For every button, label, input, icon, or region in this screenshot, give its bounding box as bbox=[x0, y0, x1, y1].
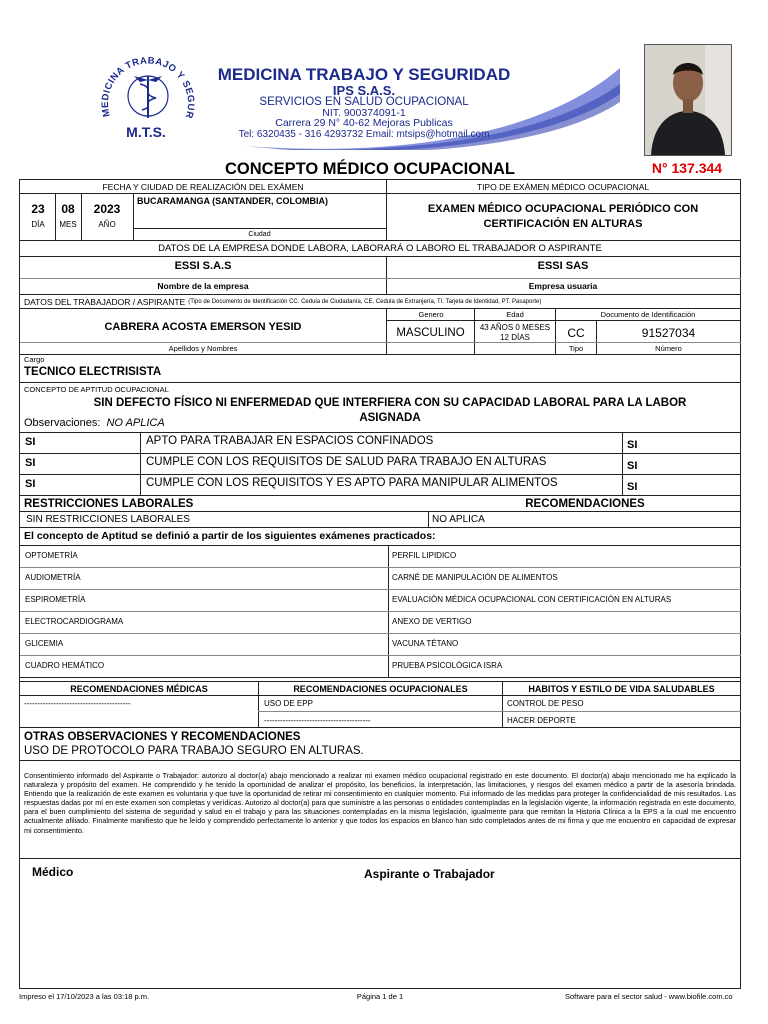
cargo-label: Cargo bbox=[24, 355, 45, 364]
medical-recs-header: RECOMENDACIONES MÉDICAS bbox=[70, 683, 208, 694]
other-obs-value: USO DE PROTOCOLO PARA TRABAJO SEGURO EN ALTURAS. bbox=[24, 745, 364, 757]
company-section-header: DATOS DE LA EMPRESA DONDE LABORA, LABORARÁ O LABORO EL TRABAJADOR O ASPIRANTE bbox=[158, 243, 602, 254]
aptitude-row-3-left: SI bbox=[25, 478, 36, 490]
company-name-label: Nombre de la empresa bbox=[157, 281, 249, 291]
exam-type: EXAMEN MÉDICO OCUPACIONAL PERIÓDICO CON CERTIFICACIÓN EN ALTURAS bbox=[427, 203, 699, 230]
aptitude-row-1-text: APTO PARA TRABAJAR EN ESPACIOS CONFINADOS bbox=[146, 435, 434, 447]
exams-header: El concepto de Aptitud se definió a partir de los siguientes exámenes practicados: bbox=[24, 530, 436, 542]
habit-1: CONTROL DE PESO bbox=[507, 698, 584, 708]
aptitude-concept: SIN DEFECTO FÍSICO NI ENFERMEDAD QUE INTERFIERA CON SU CAPACIDAD LABORAL PARA LA LABOR ASIGNADA bbox=[93, 397, 687, 424]
exam-left-3: ESPIROMETRÍA bbox=[25, 594, 86, 604]
doctor-signature-label: Médico bbox=[32, 865, 74, 879]
age-label: Edad bbox=[506, 310, 524, 319]
aptitude-row-3-right: SI bbox=[627, 481, 638, 493]
habits-header: HABITOS Y ESTILO DE VIDA SALUDABLES bbox=[528, 683, 715, 694]
exam-city-label: Ciudad bbox=[248, 231, 271, 238]
exam-right-6: PRUEBA PSICOLÓGICA ISRA bbox=[392, 660, 503, 670]
medical-recs-value: ---------------------------------------- bbox=[24, 698, 131, 708]
company-address: Carrera 29 N° 40-62 Mejoras Publicas bbox=[275, 117, 453, 129]
gender-label: Genero bbox=[418, 310, 444, 319]
footer-page: Página 1 de 1 bbox=[356, 991, 404, 1001]
exam-left-6: CUADRO HEMÁTICO bbox=[25, 660, 105, 670]
aptitude-row-3-text: CUMPLE CON LOS REQUISITOS Y ES APTO PARA MANIPULAR ALIMENTOS bbox=[146, 477, 558, 489]
company-ips: IPS S.A.S. bbox=[332, 82, 396, 98]
worker-section-header bbox=[24, 295, 740, 308]
company-user-label: Empresa usuaria bbox=[528, 281, 598, 291]
aptitude-row-1-left: SI bbox=[25, 436, 36, 448]
exam-left-4: ELECTROCARDIOGRAMA bbox=[25, 616, 124, 626]
aptitude-row-2-left: SI bbox=[25, 457, 36, 469]
exam-city: BUCARAMANGA (SANTANDER, COLOMBIA) bbox=[137, 196, 328, 206]
observations bbox=[24, 416, 324, 430]
aptitude-label: CONCEPTO DE APTITUD OCUPACIONAL bbox=[24, 385, 169, 394]
occupational-recs-header: RECOMENDACIONES OCUPACIONALES bbox=[293, 683, 468, 694]
doc-id-label: Documento de Identificación bbox=[600, 310, 696, 319]
exam-day: 23 bbox=[31, 202, 45, 216]
company-nit: NIT. 900374091-1 bbox=[322, 107, 406, 119]
worker-photo bbox=[644, 44, 732, 156]
exam-right-4: ANEXO DE VERTIGO bbox=[392, 616, 472, 626]
logo-abbrev: M.T.S. bbox=[126, 124, 166, 140]
aptitude-row-2-text: CUMPLE CON LOS REQUISITOS DE SALUD PARA TRABAJO EN ALTURAS bbox=[146, 456, 547, 468]
exam-left-1: OPTOMETRÍA bbox=[25, 550, 78, 560]
restrictions-value: SIN RESTRICCIONES LABORALES bbox=[26, 513, 190, 525]
worker-header-note: (Tipo de Documento de Identificación CC. Cedula de Ciudadanía, CE. Cedula de Extranjería, TI. Tarjeta de Identidad, PT. Pasaporte) bbox=[188, 298, 542, 305]
recommendations-value: NO APLICA bbox=[432, 513, 485, 525]
exam-year-label: AÑO bbox=[98, 219, 116, 229]
exam-type-header: TIPO DE EXÁMEN MÉDICO OCUPACIONAL bbox=[476, 181, 650, 192]
worker-doc-number: 91527034 bbox=[641, 326, 696, 340]
occupational-rec-1: USO DE EPP bbox=[264, 698, 313, 708]
exam-date-header: FECHA Y CIUDAD DE REALIZACIÓN DEL EXÁMEN bbox=[102, 181, 304, 192]
worker-signature-label: Aspirante o Trabajador bbox=[364, 867, 495, 881]
exam-right-2: CARNÉ DE MANIPULACIÓN DE ALIMENTOS bbox=[392, 572, 558, 582]
company-user-value: ESSI SAS bbox=[537, 260, 589, 272]
doc-type-label: Tipo bbox=[568, 344, 584, 353]
other-obs-header: OTRAS OBSERVACIONES Y RECOMENDACIONES bbox=[24, 731, 301, 743]
worker-name: CABRERA ACOSTA EMERSON YESID bbox=[104, 321, 302, 333]
company-contact: Tel: 6320435 - 316 4293732 Email: mtsips@hotmail.com bbox=[238, 128, 490, 140]
company-name-value: ESSI S.A.S bbox=[174, 260, 232, 272]
exam-month-label: MES bbox=[59, 219, 77, 229]
exam-left-2: AUDIOMETRÍA bbox=[25, 572, 81, 582]
worker-header-main: DATOS DEL TRABAJADOR / ASPIRANTE bbox=[24, 296, 186, 307]
exam-day-label: DÍA bbox=[31, 219, 45, 229]
occupational-rec-2: ---------------------------------------- bbox=[264, 715, 371, 725]
document-title: CONCEPTO MÉDICO OCUPACIONAL bbox=[225, 159, 515, 178]
consent-text: Consentimiento informado del Aspirante o Trabajador: autorizo al doctor(a) abajo mencionado a realizar mi examen médico ocupacional registrado en este documento. El doctor(a) abajo mencionado me ha explicado la naturaleza y propósito del examen. He comprendido y he tenido la oportunidad de analizar el propósito, los beneficios, la interpretación, las limitaciones, y riesgos del examen médico a partir de la asesoría brindada. Entiendo que la realización de este examen es voluntaria y que tuve la oportunidad de retirar mi consentimiento en cualquier momento. Fui informado de las medidas para proteger la confidencialidad de mis resultados. Las respuestas dadas por mí en este examen son completas y verídicas. Autorizo al doctor(a) para que suministre a las personas o entidades contempladas en la legislación vigente, la información registrada en este documento, para el buen cumplimiento del sistema de seguridad y salud en el trabajo y para las situaciones contempladas en la misma legislación, igualmente para que remitan la Historia Clínica a la EPS a la cual me encuentro actualmente afiliado. Finalmente manifiesto que he leído y comprendido perfectamente lo anterior y que todos los espacios en blanco han sido completados antes de mi firma y que me encuentro en capacidad de expresar mi consentimiento. bbox=[24, 771, 736, 835]
doc-number-label: Número bbox=[655, 344, 682, 353]
exam-left-5: GLICEMIA bbox=[25, 638, 64, 648]
company-name: MEDICINA TRABAJO Y SEGURIDAD bbox=[217, 65, 511, 84]
worker-age: 43 AÑOS 0 MESES 12 DÍAS bbox=[479, 323, 551, 342]
exam-right-5: VACUNA TÉTANO bbox=[392, 638, 459, 648]
logo-ring-text: MEDICINA TRABAJO Y SEGUR bbox=[99, 55, 197, 120]
exam-right-3: EVALUACIÓN MÉDICA OCUPACIONAL CON CERTIFICACIÓN EN ALTURAS bbox=[392, 594, 672, 604]
aptitude-row-2-right: SI bbox=[627, 460, 638, 472]
exam-year: 2023 bbox=[93, 202, 121, 216]
footer-printed: Impreso el 17/10/2023 a las 03:18 p.m. bbox=[19, 991, 150, 1001]
exam-right-1: PERFIL LIPIDICO bbox=[392, 550, 457, 560]
document-number: N° 137.344 bbox=[651, 160, 723, 176]
observations-label: Observaciones: bbox=[24, 417, 101, 429]
observations-value: NO APLICA bbox=[106, 417, 165, 429]
habit-2: HACER DEPORTE bbox=[507, 715, 576, 725]
company-services: SERVICIOS EN SALUD OCUPACIONAL bbox=[259, 96, 469, 108]
worker-name-label: Apellidos y Nombres bbox=[168, 344, 238, 353]
footer-software: Software para el sector salud - www.biofile.com.co bbox=[565, 991, 733, 1001]
worker-doc-type: CC bbox=[567, 326, 585, 340]
recommendations-header: RECOMENDACIONES bbox=[525, 497, 645, 510]
svg-text:MEDICINA TRABAJO Y SEGURIDAD bbox=[96, 50, 196, 120]
exam-month: 08 bbox=[61, 202, 75, 216]
aptitude-row-1-right: SI bbox=[627, 439, 638, 451]
worker-gender: MASCULINO bbox=[396, 327, 465, 339]
cargo-value: TECNICO ELECTRISISTA bbox=[24, 366, 162, 378]
restrictions-header: RESTRICCIONES LABORALES bbox=[24, 497, 194, 510]
